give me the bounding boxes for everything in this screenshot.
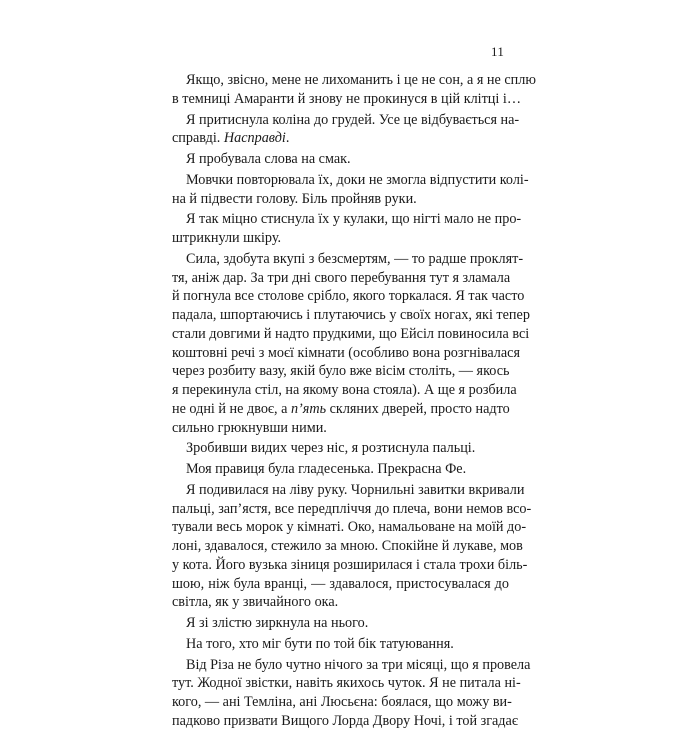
line-text: в темниці Амаранти й знову не прокинуся в цій клітці і…: [172, 90, 522, 107]
text-line: [172, 90, 522, 109]
text-line: [172, 419, 509, 438]
text-line: [172, 344, 520, 363]
line-text: На того, хто міг бути по той бік татуювання.: [186, 635, 454, 652]
text-line: [172, 210, 522, 229]
text-line: [172, 614, 509, 633]
line-text: Зробивши видих через ніс, я розтиснула пальці.: [186, 440, 476, 457]
italic-word: Насправді: [223, 130, 286, 147]
text-line: [172, 693, 512, 712]
line-text: Я так міцно стиснула їх у кулаки, що нігті мало не про-: [186, 211, 522, 228]
text-line: [172, 575, 509, 594]
text-line: [172, 381, 517, 400]
line-text: стали довгими й надто прудкими, що Ейсіл повиносила всі: [172, 325, 530, 342]
line-text: тували весь морок у кімнаті. Око, намальоване на моїй до-: [172, 519, 527, 536]
line-text: тя, аніж дар. За три дні свого перебування тут я зламала: [172, 269, 511, 286]
line-text: кого, — ані Темліна, ані Люсьєна: боялася, що можу ви-: [172, 694, 512, 710]
text-line: [172, 439, 509, 458]
line-text-tail: скляних дверей, просто надто: [326, 400, 510, 417]
text-line: [172, 306, 530, 325]
text-line: [172, 229, 509, 248]
line-text: Я притиснула коліна до грудей. Усе це відбувається на-: [186, 111, 520, 128]
page-number: 11: [491, 44, 505, 59]
line-text: Я пробувала слова на смак.: [186, 151, 351, 167]
text-line: [172, 556, 528, 575]
text-line: [172, 171, 529, 190]
text-line: [172, 481, 525, 500]
text-line: [172, 269, 509, 288]
line-text: Від Різа не було чутно нічого за три місяці, що я провела: [186, 656, 531, 673]
text-line: [172, 400, 509, 419]
text-line: [172, 71, 536, 90]
line-text-tail: .: [285, 130, 290, 147]
text-line: [172, 362, 509, 381]
line-text: штрикнули шкіру.: [172, 230, 282, 246]
text-line: [172, 518, 527, 537]
text-line: [172, 111, 520, 130]
line-text: Я зі злістю зиркнула на нього.: [186, 615, 369, 631]
text-line: [172, 150, 509, 169]
line-text: справді.: [172, 130, 224, 147]
line-text: лоні, здавалося, стежило за мною. Спокійне й лукаве, мов: [172, 538, 523, 554]
line-text: Сила, здобута вкупі з безсмертям, — то радше проклят-: [186, 250, 524, 267]
text-line: [172, 674, 521, 693]
text-line: [172, 712, 518, 731]
text-line: [172, 593, 509, 612]
text-line: [172, 190, 509, 209]
text-line: [172, 129, 509, 148]
line-text: Мовчки повторювала їх, доки не змогла відпустити колі-: [186, 171, 529, 188]
line-text: й погнула все столове срібло, якого торкалася. Я так часто: [172, 288, 525, 305]
line-text: падково призвати Вищого Лорда Двору Ночі, і той згадає: [172, 712, 518, 729]
line-text: у кота. Його вузька зіниця розширилася і стала трохи біль-: [172, 556, 528, 573]
line-text: Якщо, звісно, мене не лихоманить і це не сон, а я не сплю: [186, 72, 536, 88]
text-line: [172, 460, 509, 479]
line-text: через розбиту вазу, якій було вже вісім століть, — якось: [172, 363, 510, 380]
text-line: [172, 500, 532, 519]
italic-word: п’ять: [290, 400, 327, 417]
text-line: [172, 325, 530, 344]
line-text: Моя правиця була гладесенька. Прекрасна Фе.: [186, 461, 467, 477]
line-text: світла, як у звичайного ока.: [172, 594, 339, 611]
line-text: тут. Жодної звістки, навіть якихось чуток. Я не питала ні-: [172, 675, 521, 692]
text-line: [172, 537, 523, 556]
text-line: [172, 656, 531, 675]
line-text: сильно грюкнувши ними.: [172, 419, 327, 436]
line-text: Я подивилася на ліву руку. Чорнильні завитки вкривали: [186, 481, 525, 498]
line-text: коштовні речі з моєї кімнати (особливо вона розгнівалася: [172, 344, 520, 361]
line-text: не одні й не двоє, а: [172, 400, 291, 417]
line-text: шою, ніж була вранці, — здавалося, пристосувалася до: [172, 575, 509, 592]
line-text: пальці, зап’ястя, все передпліччя до плеча, вони немов всо-: [172, 500, 532, 517]
text-line: [172, 250, 524, 269]
line-text: я перекинула стіл, на якому вона стояла). А ще я розбила: [172, 382, 517, 398]
text-line: [172, 635, 509, 654]
text-line: [172, 287, 525, 306]
line-text: на й підвести голову. Біль пройняв руки.: [172, 190, 417, 207]
line-text: падала, шпортаючись і плутаючись у своїх ногах, які тепер: [172, 307, 530, 323]
body-text: [172, 71, 536, 731]
